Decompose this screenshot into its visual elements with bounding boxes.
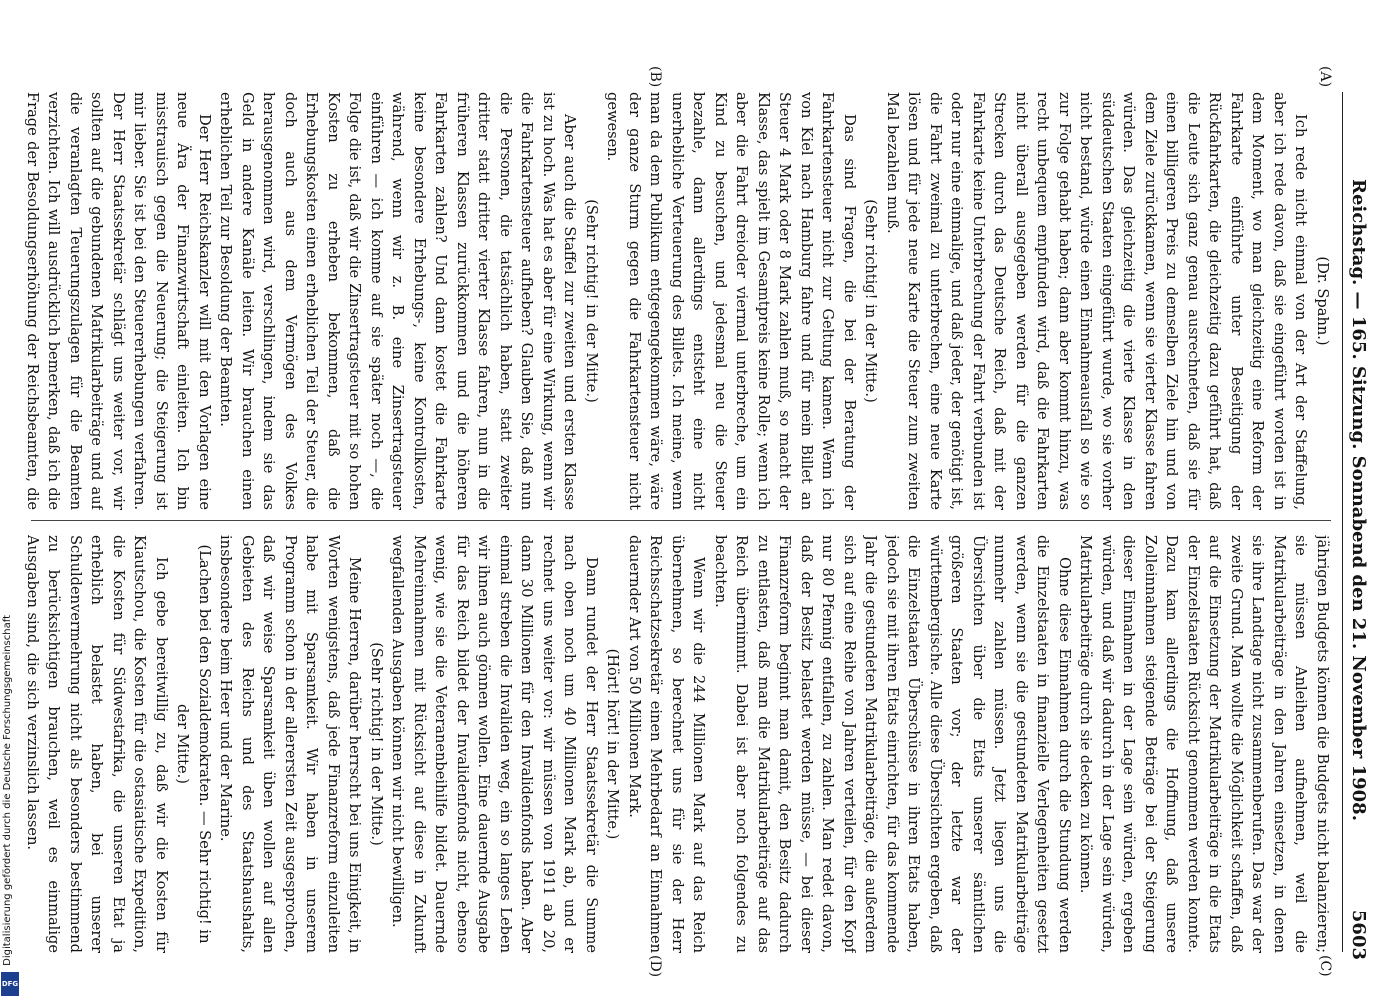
paragraph: Ohne diese Einnahmen durch die Stundung werden die Einzelstaaten in finanzielle Verlegenheiten gesetzt werden, wenn sie die gestundeten Matrikularbeiträge nunmehr zahlen müssen. Jetzt liegen uns die Übersichten über die Etats unserer sämtlichen größeren Staaten vor; der letzte war der württembergische. Alle diese Übersichten ergeben, daß die Einzelstaaten Überschüsse in ihren Etats haben, jedoch sie mit ihren Etats einrichten, für das kommende Jahr die gestundeten Matrikularbeiträge, die außerdem sich auf eine Reihe von Jahren verteilen, für den Kopf nur 80 Pfennig entfallen, zu zahlen. Man redet davon, daß der Besitz belastet werden müsse, — bei dieser Finanzreform beginnt man damit, den Besitz dadurch zu entlasten, daß man die Matrikularbeiträge auf das Reich übernimmt. Dabei ist aber noch folgendes zu beachten. xyxy=(712,535,1073,953)
interjection: (Sehr richtig! in der Mitte.) xyxy=(862,199,880,403)
dfg-logo-icon: DFG xyxy=(1,972,19,996)
paragraph: Ich rede nicht einmal von der Art der Staffelung, aber ich rede davon, daß sie eingeführt worden ist in dem Moment, wo man gleichzeitig eine Reform der Fahrkarte einführte unter Beseitigung der Rückfahrkarten, die gleichzeitig dazu geführt hat, daß die Leute sich ganz genau ausrechneten, daß sie für einen billigeren Preis zu demselben Ziele hin und von dem Ziele zurückkamen, wenn sie vierter Klasse fahren würden. Das gleichzeitig die vierte Klasse in den süddeutschen Staaten eingeführt wurde, wo sie vorher nicht bestand, würde einen Einnahmeausfall so wie so zur Folge gehabt haben; dann aber kommt hinzu, was recht unbequem empfunden wird, daß die Fahrkarten nicht überall ausgegeben werden für die ganzen Strecken durch das Deutsche Reich, daß mit der Fahrkarte keine Unterbrechung der Fahrt verbunden ist oder nur eine einmalige, und daß jeder, der genötigt ist, die Fahrt zweimal zu unterbrechen, eine neue Karte lösen und für jede neue Karte die Steuer zum zweiten Mal bezahlen muß. xyxy=(884,92,1310,510)
margin-mark-b: (B) xyxy=(647,66,663,88)
margin-mark-a: (A) xyxy=(1317,66,1333,88)
paragraph: Ich gebe bereitwillig zu, daß wir die Kosten für Kiautschou, die Kosten für die ostasiatische Expedition, die Kosten für Südwestafrika, die unseren Etat ja erheblich belastet haben, bei unserer Schuldenvermehrung nicht als besonders bestimmend zu berücksichtigen brauchen, weil es einmalige Ausgaben sind, die sich verzinslich lassen. xyxy=(24,535,170,953)
margin-mark-c: (C) xyxy=(1317,955,1333,977)
paragraph: Meine Herren, darüber herrscht bei uns Einigkeit, in Worten wenigstens, daß jede Finanzreform einzuleiten habe mit Sparsamkeit. Wir haben in unserem Programm schon in der allerersten Zeit ausgesprochen, daß wir weise Sparsamkeit üben wollen auf allen Gebieten des Reichs und des Staatshaushalts, insbesondere beim Heer und der Marine. xyxy=(217,535,364,953)
speaker-name: (Dr. Spahn.) xyxy=(1314,256,1331,346)
left-column xyxy=(23,92,1333,510)
digitization-sidebar xyxy=(0,0,20,1000)
digitization-credit: Digitalisierung gefördert durch die Deutsche Forschungsgemeinschaft xyxy=(2,615,13,966)
interjection: (Sehr richtig! in der Mitte.) xyxy=(583,199,600,403)
paragraph: Wenn wir die 244 Millionen Mark auf das Reich übernehmen, so berechnet uns für sie der Herr Reichsschatzsekretär einen Mehrbedarf an Einnahmen dauernder Art von 50 Millionen Mark. xyxy=(626,535,708,953)
interjection: (Lachen bei den Sozialdemokraten. — Sehr richtig! in der Mitte.) xyxy=(174,544,213,944)
interjection: (Sehr richtig! in der Mitte.) xyxy=(368,642,385,846)
right-column xyxy=(23,535,1333,953)
running-title: Reichstag. — 165. Sitzung. Sonnabend den 21. November 1908. xyxy=(1348,179,1369,821)
paragraph: Das sind Fragen, die bei der Beratung der Fahrkartensteuer nicht zur Geltung kamen. Wenn ich von Kiel nach Hamburg fahre und für mein Billet an Steuer 4 Mark oder 8 Mark zahlen muß, so macht der Klasse, das spielt im Gesamtpreis keine Rolle; wenn ich aber die Fahrt dreioder viermal unterbreche, um ein Kind zu besuchen, und jedesmal neu die Steuer bezahle, dann allerdings entsteht eine nicht unerhebliche Verteuerung des Billets. Ich meine, wenn man da dem Publikum entgegengekommen wäre, wäre der ganze Sturm gegen die Fahrkartensteuer nicht gewesen. xyxy=(604,92,858,510)
header-rule xyxy=(1342,92,1343,952)
interjection: (Hört! hört! in der Mitte.) xyxy=(604,648,622,840)
page-number: 5603 xyxy=(1348,909,1369,960)
paragraph: jährigen Budgets können die Budgets nicht balanzieren; sie müssen Anleihen aufnehmen, weil die Matrikularbeiträge in den Jahren einsetzen, in denen sie ihre Landtage nicht zusammenberufen. Das war der zweite Grund. Man wollte die Möglichkeit schaffen, daß auf die Einsetzung der Matrikularbeiträge in die Etats der Einzelstaaten Rücksicht genommen werden konnte. Dazu kam allerdings die Hoffnung, daß unsere Zolleinnahmen steigende Beträge bei der Steigerung dieser Einnahmen in der Lage sein würden, ergeben würden, und daß wir dadurch in der Lage sein würden, Matrikularbeiträge durch sie decken zu können. xyxy=(1077,535,1331,953)
column-divider xyxy=(31,520,1331,521)
page-header xyxy=(1335,0,1369,1000)
margin-mark-d: (D) xyxy=(647,955,663,978)
paragraph: Der Herr Reichskanzler will mit den Vorlagen eine neue Ära der Finanzwirtschaft einleiten. Ich bin misstrauisch gegen die Neuerung; die Steigerung ist mir lieber. Sie ist bei den Steuererhebungen verfahren. Der Herr Staatssekretär schlägt uns weiter vor, wir sollten auf die gebundenen Matrikularbeiträge und auf die veranlagten Teuerungszulagen für die Beamten verzichten. Ich will ausdrücklich bemerken, daß ich die Frage der Besoldungserhöhung der Reichsbeamten, die xyxy=(24,92,213,510)
paragraph: Dann rundet der Herr Staatssekretär die Summe nach oben noch um 40 Millionen Mark ab, und er rechnet uns weiter vor: wir müssen von 1911 ab 20, dann 30 Millionen für den Invalidenfonds haben. Aber einmal streben die Invaliden weg, ein so langes Leben wir ihnen auch gönnen wollen. Eine dauernde Ausgabe für das Reich bildet der Invalidenfonds nicht, ebenso wenig, wie sie die Veteranenbeihilfe bildet. Dauernde Mehreinnahmen mit Rücksicht auf diese in Zukunft wegfallenden Ausgaben können wir nicht bewilligen. xyxy=(389,535,600,953)
paragraph: Aber auch die Staffel zur zweiten und ersten Klasse ist zu hoch. Was hat es aber für eine Wirkung, wenn wir die Fahrkartensteuer aufheben? Glauben Sie, daß nun die Personen, die tatsächlich haben, statt zweiter dritter statt dritter vierter Klasse fahren, nun in die früheren Klassen zurückkommen und die höheren Fahrkarten zahlen? Und dann kostet die Fahrkarte keine besondere Erhebungs-, keine Kontrollkosten, während, wenn wir z. B. eine Zinsertragsteuer einführen — ich komme auf sie später noch —, die Folge die ist, daß wir die Zinsertragsteuer mit so hohen Kosten zu erheben bekommen, daß die Erhebungskosten einen erheblichen Teil der Steuer, die doch auch aus dem Vermögen des Volkes herausgenommen wird, verschlingen, indem sie das Geld in andere Kanäle leiten. Wir brauchen einen erheblichen Teil zur Besoldung der Beamten. xyxy=(217,92,579,510)
